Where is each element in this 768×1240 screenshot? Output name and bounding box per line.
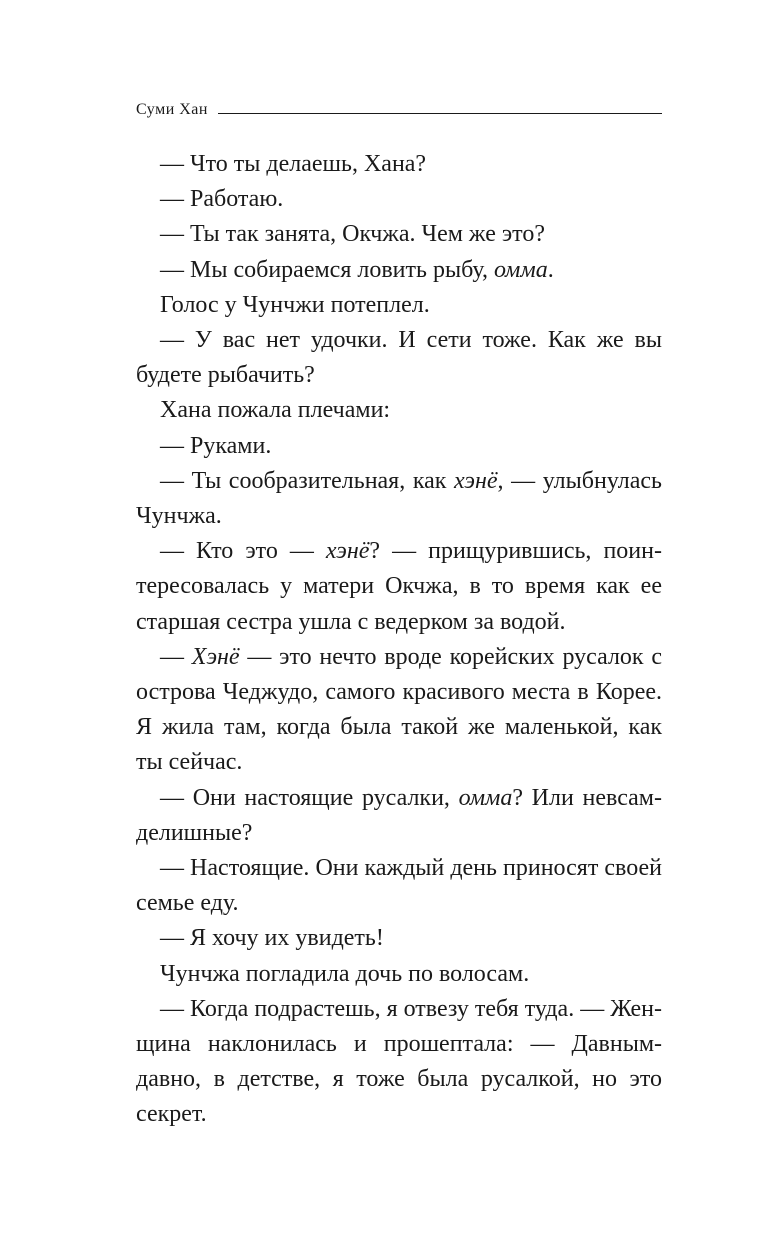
text-run: ? Или невсамделишные? (136, 784, 662, 846)
text-run: — Настоящие. Они каждый день приносят своей семье еду. (136, 855, 662, 917)
text-run: — это нечто вроде корейских русалок с острова Чеджудо, самого красивого места в Корее. Я жила там, когда была такой же маленькой, как ты сейчас. (136, 643, 662, 776)
running-header (136, 98, 662, 118)
paragraph (136, 253, 662, 288)
header-rule (218, 113, 662, 114)
text-run: Хана пожала плечами: (160, 397, 391, 424)
paragraph (136, 288, 662, 323)
italic-word: Хэнё (191, 643, 240, 670)
paragraph (136, 957, 662, 992)
paragraph (136, 182, 662, 217)
body-text (136, 147, 662, 1133)
italic-word: хэнё (454, 467, 498, 494)
paragraph (136, 640, 662, 781)
text-run: ? — прищурившись, поинтересовалась у матери Окчжа, в то время как ее старшая сестра ушла с ведерком за водой. (136, 538, 662, 635)
text-run: — Ты так занята, Окчжа. Чем же это? (160, 221, 545, 248)
paragraph (136, 921, 662, 956)
italic-word: хэнё (325, 538, 370, 565)
text-run: — Что ты делаешь, Хана? (160, 151, 427, 177)
paragraph (136, 851, 662, 921)
italic-word: омма (493, 256, 548, 283)
text-run: — Они настоящие русалки, (160, 784, 459, 811)
text-run: — (160, 643, 192, 670)
paragraph (136, 992, 662, 1133)
text-run: — Ты сообразительная, как (160, 467, 455, 494)
paragraph (136, 429, 662, 464)
text-run: — У вас нет удочки. И сети тоже. Как же вы будете рыбачить? (136, 327, 662, 389)
paragraph (136, 147, 662, 182)
text-run: — Руками. (160, 432, 272, 459)
text-run: — Мы собираемся ловить рыбу, (160, 256, 494, 283)
paragraph (136, 534, 662, 640)
italic-word: омма (458, 784, 513, 811)
text-run: — Я хочу их увидеть! (160, 925, 384, 952)
text-run: — Кто это — (160, 538, 326, 565)
text-run: — Когда подрастешь, я отвезу тебя туда. — Женщина наклонилась и прошептала: — Давным-давно, в детстве, я тоже была русалкой, но это секрет. (136, 995, 662, 1128)
paragraph (136, 393, 662, 428)
paragraph (136, 217, 662, 252)
text-run: Голос у Чунчжи потеплел. (160, 291, 430, 318)
paragraph (136, 323, 662, 393)
paragraph (136, 781, 662, 851)
paragraph (136, 464, 662, 534)
text-run: , — улыбнулась Чунчжа. (136, 467, 663, 530)
text-run: — Работаю. (160, 186, 284, 213)
text-run: Чунчжа погладила дочь по волосам. (160, 960, 530, 987)
text-run: . (547, 256, 554, 283)
running-header-author: Суми Хан (136, 101, 208, 118)
